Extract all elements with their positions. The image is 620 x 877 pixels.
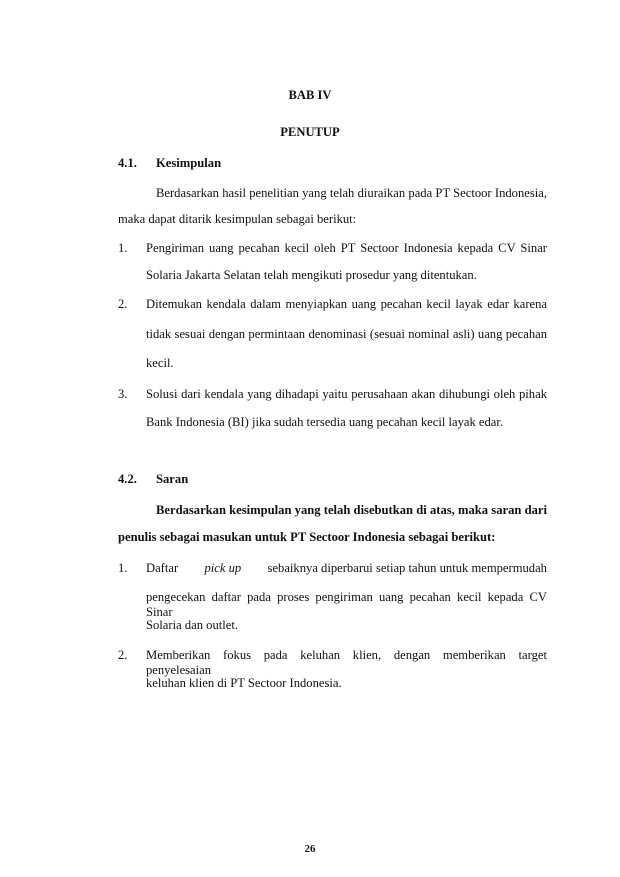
list-item-number: 1. <box>118 561 128 575</box>
section-1-intro-line2: maka dapat ditarik kesimpulan sebagai berikut: <box>118 212 357 226</box>
list-item-text: tidak sesuai dengan permintaan denominasi (sesuai nominal asli) uang pecahan <box>146 327 547 341</box>
page-number: 26 <box>304 843 316 855</box>
list-item-number: 3. <box>118 387 128 401</box>
section-2-number: 4.2. <box>118 472 137 486</box>
chapter-label: BAB IV <box>288 88 332 102</box>
list-item-text: Memberikan fokus pada keluhan klien, dengan memberikan target penyelesaian <box>146 648 547 677</box>
section-1-intro-line1: Berdasarkan hasil penelitian yang telah diuraikan pada PT Sectoor Indonesia, <box>156 186 547 200</box>
list-item-text: Solusi dari kendala yang dihadapi yaitu perusahaan akan dihubungi oleh pihak <box>146 387 547 401</box>
section-2-intro-line1: Berdasarkan kesimpulan yang telah disebutkan di atas, maka saran dari <box>156 503 547 517</box>
section-2-intro-line2: penulis sebagai masukan untuk PT Sectoor Indonesia sebagai berikut: <box>118 530 496 544</box>
list-item-text: keluhan klien di PT Sectoor Indonesia. <box>146 676 342 690</box>
list-item-text <box>146 561 547 576</box>
list-item-number: 1. <box>118 241 128 255</box>
section-1-title: Kesimpulan <box>156 156 222 170</box>
list-item-text: kecil. <box>146 356 174 370</box>
list-item-text: Ditemukan kendala dalam menyiapkan uang pecahan kecil layak edar karena <box>146 297 547 311</box>
list-item-rest: sebaiknya diperbarui setiap tahun untuk mempermudah <box>267 561 547 575</box>
list-item-number: 2. <box>118 297 128 311</box>
list-item-text: pengecekan daftar pada proses pengiriman uang pecahan kecil kepada CV Sinar <box>146 590 547 619</box>
chapter-title: PENUTUP <box>280 125 340 139</box>
list-item-text: Solaria Jakarta Selatan telah mengikuti prosedur yang ditentukan. <box>146 268 477 282</box>
list-item-text: Bank Indonesia (BI) jika sudah tersedia uang pecahan kecil layak edar. <box>146 415 504 429</box>
section-1-number: 4.1. <box>118 156 137 170</box>
list-item-italic: pick up <box>204 561 242 575</box>
list-item-number: 2. <box>118 648 128 662</box>
list-item-text: Solaria dan outlet. <box>146 618 238 632</box>
section-2-title: Saran <box>156 472 189 486</box>
list-item-word: Daftar <box>146 561 179 575</box>
list-item-text: Pengiriman uang pecahan kecil oleh PT Sectoor Indonesia kepada CV Sinar <box>146 241 547 255</box>
